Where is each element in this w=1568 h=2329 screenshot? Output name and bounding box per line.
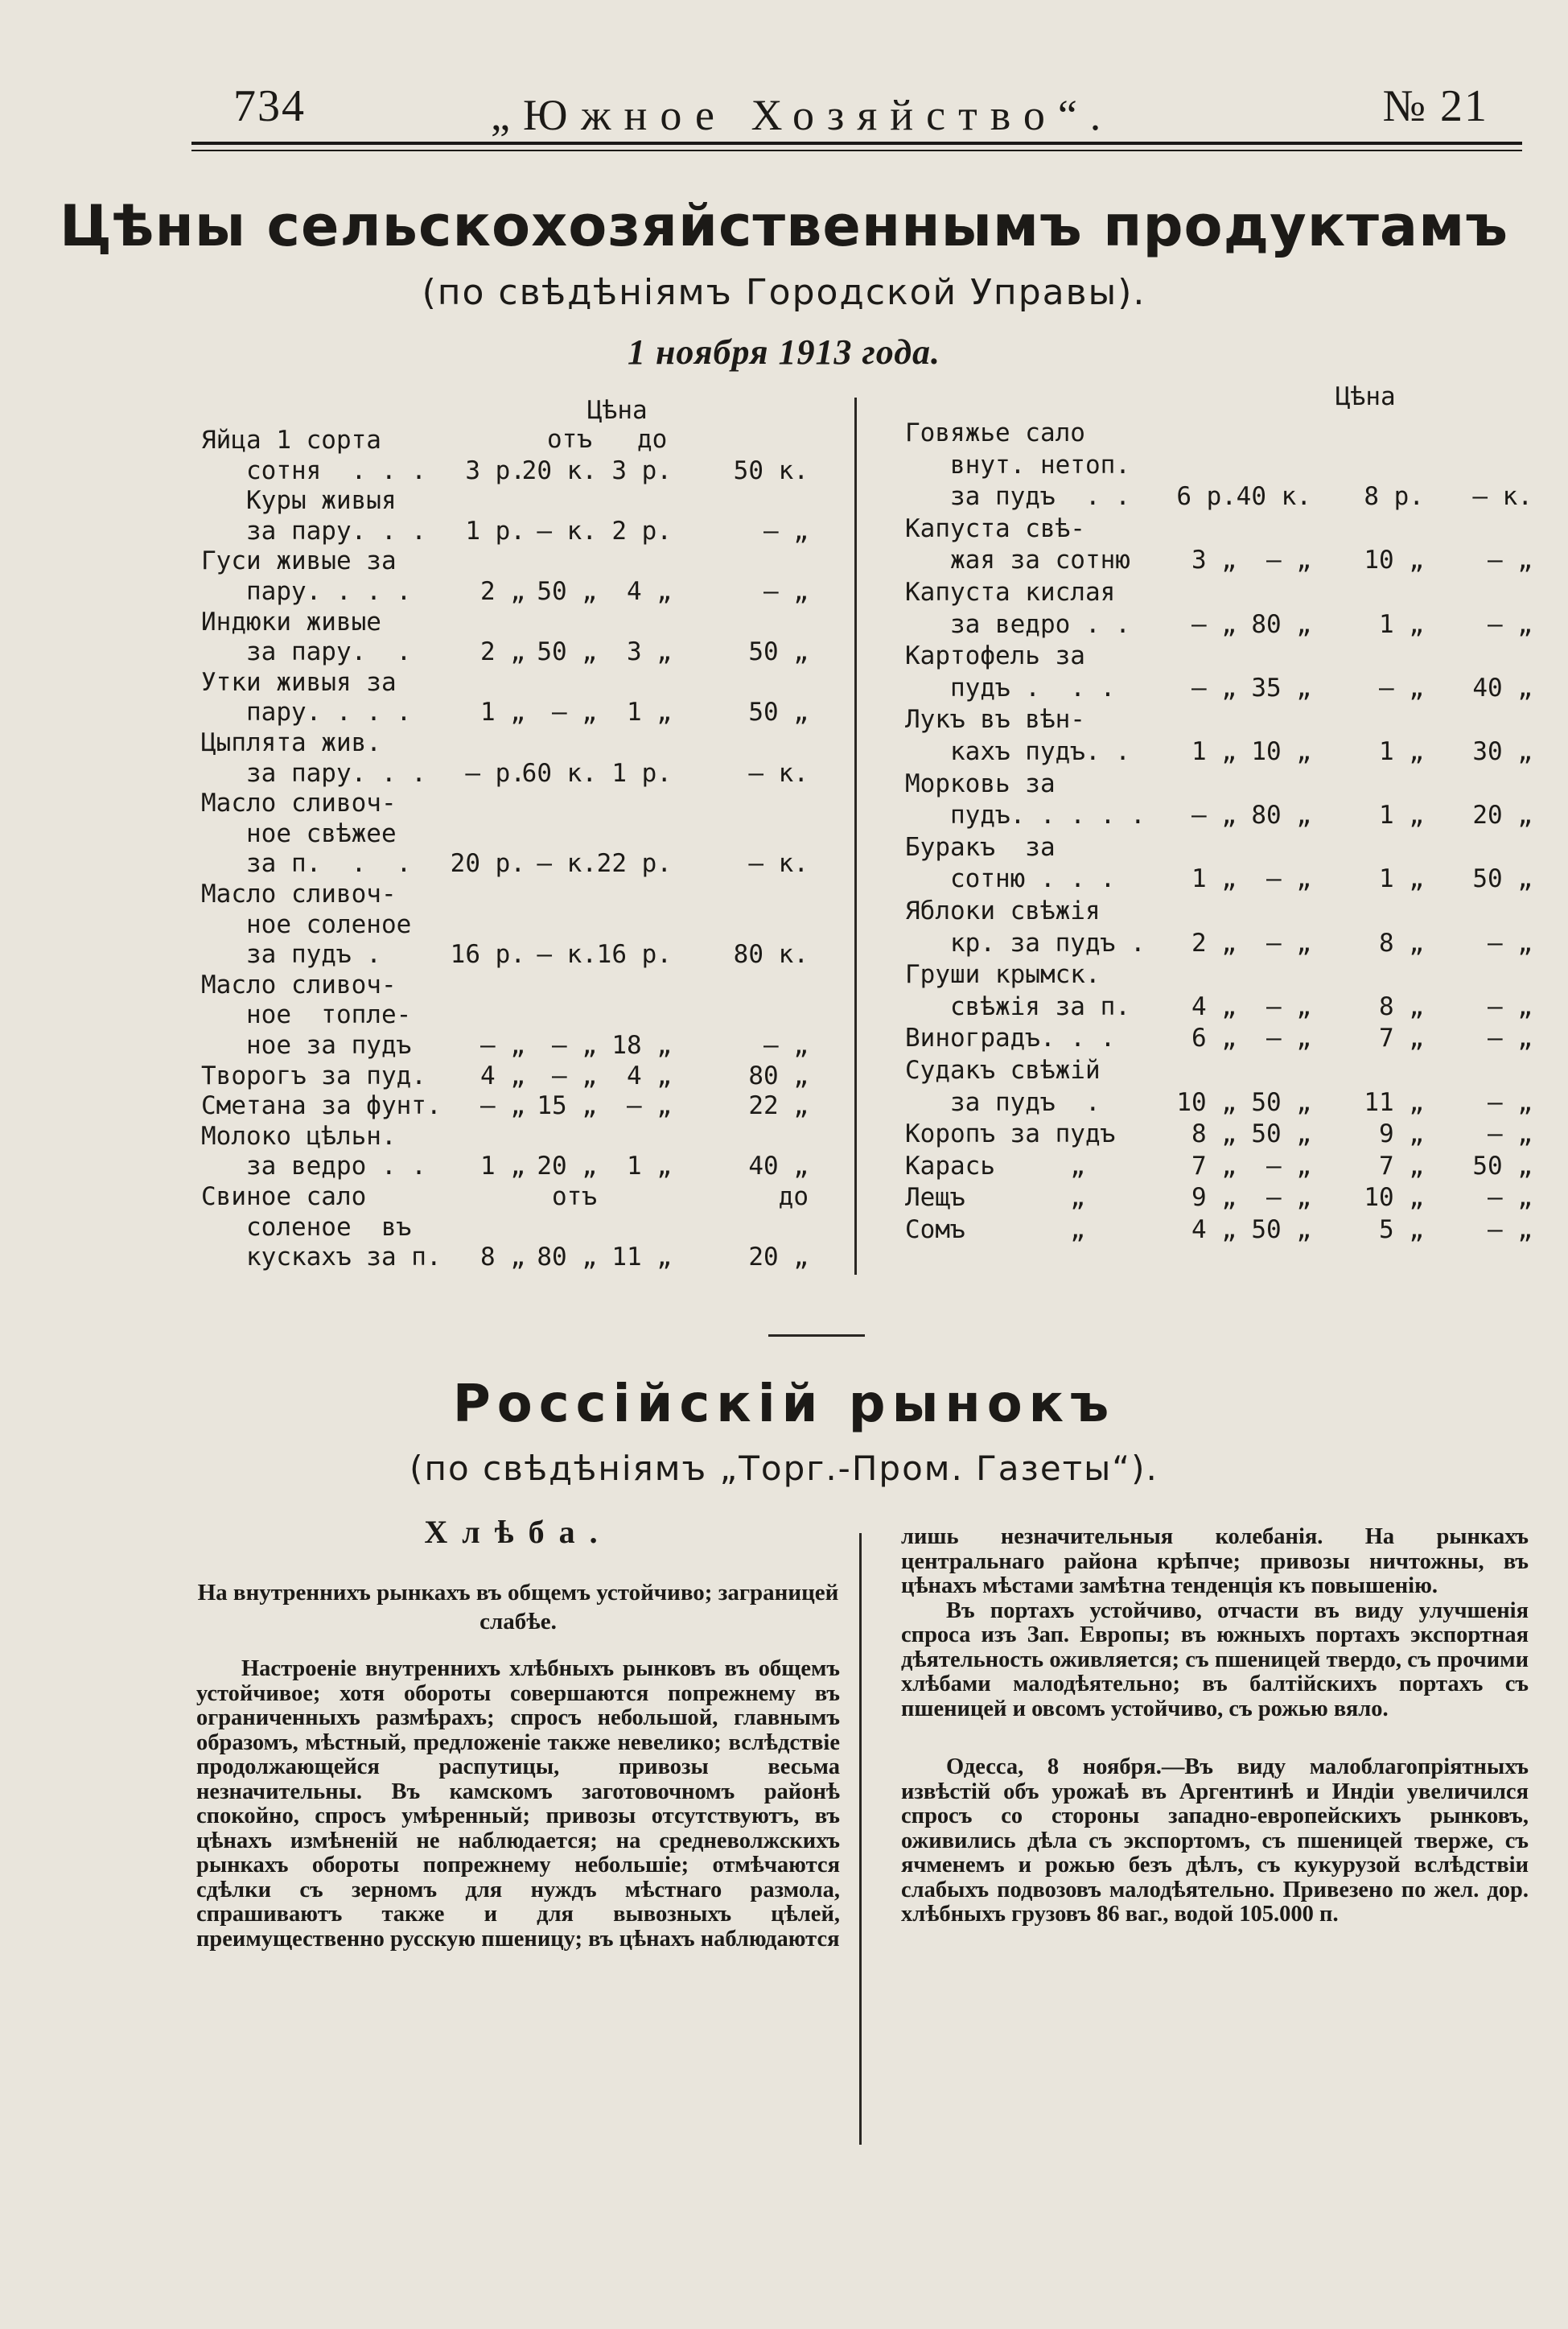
right-row: [905, 545, 1533, 577]
right-price-cell: — „: [1488, 1183, 1533, 1213]
left-price-table: [201, 396, 829, 1281]
right-row: [905, 513, 1533, 546]
right-price-cell: 80 „: [1251, 609, 1311, 639]
left-price-cell: 16 р.: [450, 940, 525, 970]
right-price-cell: — „: [1266, 928, 1311, 958]
right-price-cell: — „: [1266, 1151, 1311, 1181]
left-row: [201, 939, 829, 971]
right-item-label: Лещъ „: [905, 1183, 1085, 1213]
left-price-cell: 1 р.: [611, 758, 672, 788]
market-paragraph-2: Въ портахъ устойчиво, отчасти въ виду улучшенія спроса изъ Зап. Европы; въ южныхъ портахъ экспортная дѣятельность оживляется; съ пшеницей твердо, съ прочими хлѣбами малодѣятельно; въ балтійскихъ портахъ съ пшеницей и овсомъ устойчиво, съ рожью вяло.: [901, 1597, 1529, 1721]
left-item-label: за пару. .: [201, 637, 412, 667]
right-price-cell: 30 „: [1472, 737, 1533, 766]
market-title: Россійскій рынокъ: [452, 1375, 1116, 1434]
left-price-cell: 50 „: [537, 637, 597, 667]
left-row: [201, 909, 829, 942]
right-price-cell: — „: [1488, 1215, 1533, 1244]
column-divider: [859, 1533, 862, 2145]
right-item-label: Говяжье сало: [905, 418, 1085, 447]
left-price-cell: — „: [480, 1091, 525, 1121]
left-item-label: ное свѣжее: [201, 818, 397, 848]
right-price-cell: 8 „: [1379, 928, 1424, 958]
left-item-label: Масло сливоч-: [201, 789, 397, 818]
left-price-cell: — к.: [537, 516, 597, 546]
right-price-cell: 50 „: [1472, 864, 1533, 894]
right-price-cell: 10 „: [1364, 1183, 1424, 1213]
right-item-label: внут. нетоп.: [905, 450, 1130, 480]
left-price-cell: 1 р.: [465, 516, 525, 546]
left-row: [201, 788, 829, 820]
left-item-label: Утки живыя за: [201, 667, 397, 697]
left-price-cell: — „: [763, 1031, 809, 1060]
right-price-cell: 1 „: [1191, 864, 1237, 894]
left-row: [201, 1121, 829, 1153]
right-price-cell: 9 „: [1191, 1183, 1237, 1213]
left-item-label: Масло сливоч-: [201, 880, 397, 909]
right-price-cell: 3 „: [1191, 546, 1237, 575]
header-rule-thick: [191, 142, 1522, 145]
right-item-label: Буракъ за: [905, 832, 1056, 862]
page-number: 734: [233, 81, 306, 131]
section-separator: [768, 1334, 865, 1337]
left-row: [201, 697, 829, 729]
left-item-label: Молоко цѣльн.: [201, 1121, 397, 1151]
left-price-cell: 1 „: [627, 698, 672, 728]
right-row: [905, 832, 1533, 864]
prices-title: Цѣны сельскохозяйственнымъ продуктамъ: [60, 193, 1508, 259]
left-price-cell: 3 р.: [465, 455, 525, 485]
left-item-label: пару. . . .: [201, 698, 412, 728]
right-price-cell: 40 к.: [1236, 482, 1311, 512]
right-item-label: пудъ. . . . .: [905, 801, 1146, 831]
left-price-cell: 60 к.: [521, 758, 597, 788]
left-item-label: Яйца 1 сорта: [201, 426, 381, 455]
right-price-cell: — „: [1488, 1119, 1533, 1149]
header-rule-thin: [191, 150, 1522, 151]
issue-number: № 21: [1382, 81, 1488, 131]
left-item-label: за пудъ .: [201, 940, 381, 970]
right-item-label: за пудъ .: [905, 1087, 1101, 1117]
market-paragraph-odessa: Одесса, 8 ноября.—Въ виду малоблагопріятныхъ извѣстій объ урожаѣ въ Аргентинѣ и Индіи увеличился спросъ со стороны западно-европейскихъ рынковъ, оживились дѣла съ экспортомъ, съ пшеницей твержe, съ ячменемъ и рожью безъ дѣлъ, съ кукурузой вслѣдствіи слабыхъ подвозовъ малодѣятельно. Привезено по жел. дор. хлѣбныхъ грузовъ 86 ваг., водой 105.000 п.: [901, 1754, 1529, 1927]
right-row: [905, 641, 1533, 673]
left-item-label: ное соленое: [201, 909, 412, 939]
market-subtitle: (по свѣдѣніямъ „Торг.-Пром. Газеты“).: [409, 1449, 1159, 1488]
left-price-cell: отъ: [552, 1182, 597, 1211]
left-price-cell: 4 „: [480, 1061, 525, 1090]
left-row: [201, 1151, 829, 1183]
right-item-label: Яблоки свѣжія: [905, 897, 1101, 925]
right-item-label: кахъ пудъ. .: [905, 737, 1130, 766]
right-price-cell: 1 „: [1379, 737, 1424, 766]
right-price-cell: 10 „: [1251, 737, 1311, 766]
right-price-cell: — „: [1488, 546, 1533, 575]
grain-heading: Хлѣба.: [424, 1514, 612, 1550]
left-row: [201, 516, 829, 548]
left-price-cell: 20 „: [537, 1152, 597, 1181]
left-price-cell: 20 „: [748, 1243, 809, 1272]
right-row: [905, 1182, 1533, 1214]
right-price-cell: 5 „: [1379, 1215, 1424, 1244]
left-price-cell: 8 „: [480, 1243, 525, 1272]
right-item-label: за ведро . .: [905, 609, 1130, 639]
left-price-cell: 2 р.: [611, 516, 672, 546]
left-row: [201, 1061, 829, 1093]
left-price-cell: 50 „: [748, 637, 809, 667]
left-price-cell: 3 р.: [611, 455, 672, 485]
grain-paragraph: Настроеніе внутреннихъ хлѣбныхъ рынковъ въ общемъ устойчивое; хотя обороты совершаются попрежнему въ ограниченныхъ размѣрахъ; спросъ небольшой, главнымъ образомъ, мѣстный, предложеніе также невелико; вслѣдствіе продолжающейся распутицы, привозы весьма незначительны. Въ камскомъ заготовочномъ районѣ спокойно, спросъ умѣренный; привозы отсутствуютъ, въ цѣнахъ измѣненій не наблюдается; на средневолжскихъ рынкахъ обороты попрежнему небольшіе; отмѣчаются сдѣлки съ зерномъ для нуждъ мѣстнаго размола, спрашиваютъ также и для вывозныхъ цѣлей, преимущественно русскую пшеницу; въ цѣнахъ наблюдаются: [196, 1656, 840, 1952]
left-price-cell: — „: [552, 698, 597, 728]
left-price-cell: — р.: [465, 758, 525, 788]
right-price-cell: — к.: [1472, 482, 1533, 512]
left-row: [201, 848, 829, 880]
left-item-label: Гуси живые за: [201, 546, 397, 576]
left-item-label: сотня . . .: [201, 455, 426, 485]
right-price-cell: — „: [1191, 801, 1237, 831]
left-item-label: за ведро . .: [201, 1152, 426, 1181]
left-row: [201, 576, 829, 608]
left-price-cell: 2 „: [480, 577, 525, 606]
prices-date: 1 ноября 1913 года.: [627, 332, 941, 372]
market-paragraph-1: лишь незначительныя колебанія. На рынкахъ центральнаго района крѣпче; привозы ничтожны, въ цѣнахъ мѣстами замѣтна тенденція къ повышенію.: [901, 1524, 1529, 1598]
right-item-label: Груши крымск.: [905, 960, 1101, 990]
left-price-cell: — к.: [748, 758, 809, 788]
right-row: [905, 896, 1533, 928]
right-price-cell: 8 „: [1191, 1119, 1237, 1149]
left-price-cell: 16 р.: [596, 940, 672, 970]
right-item-label: свѣжія за п.: [905, 991, 1130, 1021]
right-price-cell: 10 „: [1364, 546, 1424, 575]
right-price-cell: 1 „: [1191, 737, 1237, 766]
left-item-label: ное за пудъ: [201, 1031, 412, 1060]
left-row: [201, 485, 829, 517]
left-row: [201, 728, 829, 760]
right-row: [905, 991, 1533, 1024]
right-price-table: [905, 382, 1533, 1276]
left-item-label: Творогъ за пуд.: [201, 1061, 426, 1090]
left-price-cell: 22 р.: [596, 849, 672, 879]
right-price-cell: — „: [1488, 991, 1533, 1021]
right-price-cell: 50 „: [1251, 1119, 1311, 1149]
right-price-cell: 8 „: [1379, 991, 1424, 1021]
left-price-cell: 4 „: [627, 577, 672, 606]
right-price-cell: — „: [1191, 673, 1237, 703]
right-item-label: Карась „: [905, 1151, 1085, 1181]
right-price-cell: — „: [1266, 1024, 1311, 1053]
right-price-cell: 10 „: [1176, 1087, 1237, 1117]
right-price-cell: — „: [1379, 673, 1424, 703]
right-price-cell: 6 р.: [1176, 482, 1237, 512]
right-row: [905, 1023, 1533, 1055]
left-price-cell: — „: [763, 516, 809, 546]
left-item-label: Индюки живые: [201, 607, 381, 637]
right-item-label: Капуста кислая: [905, 578, 1116, 607]
left-item-label: Сметана за фунт.: [201, 1091, 442, 1121]
left-price-cell: 1 „: [627, 1152, 672, 1181]
left-row: [201, 546, 829, 578]
market-left-column: [196, 1513, 840, 1952]
right-item-label: Лукъ въ вѣн-: [905, 705, 1085, 735]
right-price-cell: 50 „: [1472, 1151, 1533, 1181]
right-price-cell: 1 „: [1379, 864, 1424, 894]
right-row: [905, 1214, 1533, 1247]
right-item-label: Виноградъ. . .: [905, 1024, 1116, 1053]
left-price-cell: — „: [480, 1031, 525, 1060]
left-price-cell: 50 к.: [733, 455, 809, 485]
right-row: [905, 1087, 1533, 1119]
left-price-cell: 50 „: [537, 577, 597, 606]
left-item-label: за пару. . .: [201, 758, 426, 788]
right-row: [905, 577, 1533, 609]
journal-title: „Южное Хозяйство“.: [491, 91, 1114, 139]
right-row: [905, 418, 1533, 450]
right-price-cell: 50 „: [1251, 1215, 1311, 1244]
left-row: [201, 667, 829, 699]
left-price-cell: 20 к.: [521, 455, 597, 485]
right-row: [905, 481, 1533, 513]
left-row: [201, 970, 829, 1002]
right-price-cell: 4 „: [1191, 1215, 1237, 1244]
right-row: [905, 609, 1533, 641]
left-row: [201, 455, 829, 488]
right-price-cell: 50 „: [1251, 1087, 1311, 1117]
left-price-header: Цѣна: [587, 396, 648, 425]
left-price-cell: 40 „: [748, 1152, 809, 1181]
right-price-cell: 1 „: [1379, 801, 1424, 831]
right-price-cell: 11 „: [1364, 1087, 1424, 1117]
right-price-cell: — „: [1488, 928, 1533, 958]
right-row: [905, 959, 1533, 991]
right-item-label: Капуста свѣ-: [905, 513, 1085, 543]
right-item-label: жая за сотню: [905, 546, 1130, 575]
right-price-cell: 40 „: [1472, 673, 1533, 703]
left-price-cell: 1 „: [480, 1152, 525, 1181]
left-price-cell: до: [778, 1182, 809, 1211]
left-row: [201, 1030, 829, 1062]
left-item-label: за п. . .: [201, 849, 412, 879]
left-row: [201, 879, 829, 911]
left-row: [201, 607, 829, 639]
left-price-cell: 4 „: [627, 1061, 672, 1090]
left-item-label: Цыплята жив.: [201, 728, 381, 757]
right-row: [905, 1151, 1533, 1183]
left-price-cell: — к.: [748, 849, 809, 879]
left-price-cell: — „: [552, 1031, 597, 1060]
right-price-cell: — „: [1266, 864, 1311, 894]
left-price-cell: 11 „: [611, 1243, 672, 1272]
right-row: [905, 736, 1533, 769]
left-row: [201, 1181, 829, 1214]
left-row: [201, 637, 829, 669]
left-price-cell: 15 „: [537, 1091, 597, 1121]
prices-subtitle: (по свѣдѣніямъ Городской Управы).: [422, 272, 1146, 313]
left-price-cell: — „: [552, 1061, 597, 1090]
right-row: [905, 1055, 1533, 1087]
left-row: [201, 1000, 829, 1032]
right-price-header: Цѣна: [1335, 382, 1396, 411]
left-price-cell: 80 „: [537, 1243, 597, 1272]
left-item-label: Свиное сало: [201, 1182, 367, 1211]
left-price-cell: 1 „: [480, 698, 525, 728]
running-header: [193, 80, 1529, 145]
left-item-label: за пару. . .: [201, 516, 426, 546]
left-range-header: отъ до: [547, 425, 668, 454]
left-price-cell: — к.: [537, 849, 597, 879]
right-price-cell: — „: [1266, 546, 1311, 575]
left-row: [201, 818, 829, 851]
right-price-cell: — „: [1191, 609, 1237, 639]
right-row: [905, 864, 1533, 896]
right-item-label: Картофель за: [905, 641, 1085, 671]
left-item-label: пару. . . .: [201, 577, 412, 606]
right-price-cell: — „: [1266, 991, 1311, 1021]
left-row: [201, 758, 829, 790]
left-item-label: Масло сливоч-: [201, 970, 397, 1000]
right-price-cell: 80 „: [1251, 801, 1311, 831]
right-price-cell: 4 „: [1191, 991, 1237, 1021]
left-price-cell: 80 „: [748, 1061, 809, 1090]
market-right-column: [901, 1525, 1529, 1927]
left-row: [201, 1212, 829, 1244]
right-price-cell: — „: [1266, 1183, 1311, 1213]
left-price-cell: — „: [763, 577, 809, 606]
left-item-label: соленое въ: [201, 1212, 412, 1242]
left-item-label: Куры живыя: [201, 486, 397, 516]
right-price-cell: 35 „: [1251, 673, 1311, 703]
right-price-cell: 7 „: [1191, 1151, 1237, 1181]
right-price-cell: 6 „: [1191, 1024, 1237, 1053]
left-price-cell: 22 „: [748, 1091, 809, 1121]
right-row: [905, 928, 1533, 960]
right-item-label: Морковь за: [905, 769, 1056, 798]
right-price-cell: — „: [1488, 609, 1533, 639]
left-price-cell: 20 р.: [450, 849, 525, 879]
right-price-cell: 9 „: [1379, 1119, 1424, 1149]
right-item-label: Сомъ „: [905, 1215, 1085, 1244]
right-item-label: за пудъ . .: [905, 482, 1130, 512]
left-row: [201, 1242, 829, 1274]
left-row: [201, 1090, 829, 1123]
table-divider: [854, 398, 857, 1275]
right-item-label: Коропъ за пудъ: [905, 1119, 1116, 1149]
right-row: [905, 673, 1533, 705]
right-price-cell: 7 „: [1379, 1151, 1424, 1181]
left-price-cell: 2 „: [480, 637, 525, 667]
left-item-label: кускахъ за п.: [201, 1243, 442, 1272]
left-price-cell: — „: [627, 1091, 672, 1121]
right-price-cell: — „: [1488, 1087, 1533, 1117]
right-item-label: кр. за пудъ .: [905, 928, 1146, 958]
left-price-cell: 50 „: [748, 698, 809, 728]
grain-lead: На внутреннихъ рынкахъ въ общемъ устойчиво; заграницей слабѣе.: [197, 1580, 839, 1634]
right-price-cell: 20 „: [1472, 801, 1533, 831]
right-row: [905, 769, 1533, 801]
left-item-label: ное топле-: [201, 1000, 412, 1030]
right-row: [905, 800, 1533, 832]
right-row: [905, 450, 1533, 482]
right-row: [905, 1119, 1533, 1151]
right-item-label: сотню . . .: [905, 864, 1116, 894]
right-price-cell: 7 „: [1379, 1024, 1424, 1053]
right-price-cell: — „: [1488, 1024, 1533, 1053]
right-item-label: Судакъ свѣжій: [905, 1056, 1101, 1085]
left-row: [201, 425, 829, 457]
right-price-cell: 2 „: [1191, 928, 1237, 958]
right-price-cell: 1 „: [1379, 609, 1424, 639]
left-price-cell: — к.: [537, 940, 597, 970]
left-price-cell: 3 „: [627, 637, 672, 667]
left-price-cell: 80 к.: [733, 940, 809, 970]
right-price-cell: 8 р.: [1364, 482, 1424, 512]
left-price-cell: 18 „: [611, 1031, 672, 1060]
right-row: [905, 704, 1533, 736]
right-item-label: пудъ . . .: [905, 673, 1116, 703]
